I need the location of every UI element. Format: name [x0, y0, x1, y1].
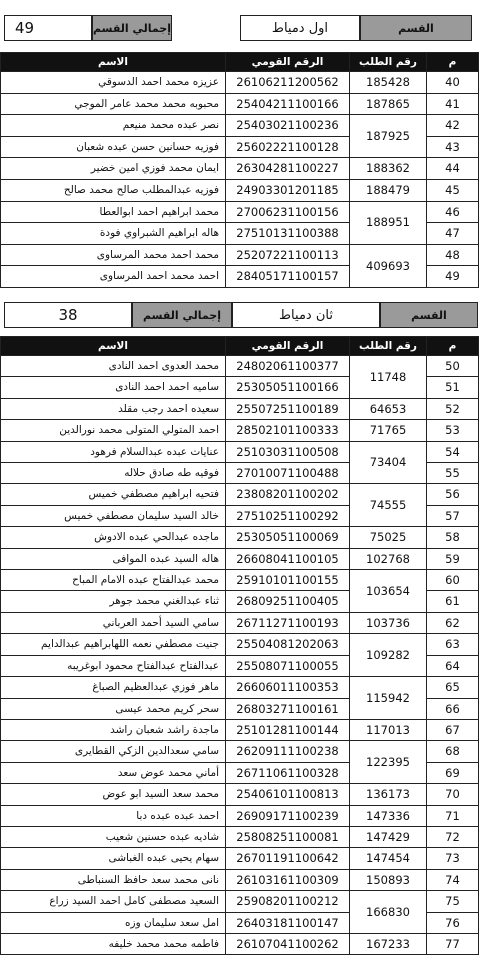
cell-name: فاطمه محمد محمد خليفه [1, 933, 226, 954]
cell-name: فوزيه حسانين حسن عبده شعبان [1, 136, 226, 158]
cell-national-id: 27510251100292 [226, 505, 350, 526]
cell-national-id: 25305051100069 [226, 527, 350, 548]
cell-index: 67 [427, 719, 479, 740]
cell-index: 59 [427, 548, 479, 569]
cell-name: نصر عبده محمد منيعم [1, 115, 226, 137]
cell-index: 69 [427, 762, 479, 783]
cell-name: فوزيه عبدالمطلب صالح محمد صالح [1, 179, 226, 201]
cell-seat-number: 117013 [350, 719, 427, 740]
table-row [1, 441, 479, 462]
cell-index: 68 [427, 741, 479, 762]
cell-seat-number: 147429 [350, 826, 427, 847]
cell-national-id: 27010071100488 [226, 463, 350, 484]
cell-index: 66 [427, 698, 479, 719]
table-row [1, 72, 479, 94]
cell-seat-number: 409693 [350, 244, 427, 287]
cell-national-id: 25910101100155 [226, 570, 350, 591]
cell-national-id: 23808201100202 [226, 484, 350, 505]
cell-name: فتحيه ابراهيم مصطفي خميس [1, 484, 226, 505]
cell-seat-number: 102768 [350, 548, 427, 569]
cell-national-id: 25101281100144 [226, 719, 350, 740]
cell-name: امل سعد سليمان وزه [1, 912, 226, 933]
cell-seat-number: 73404 [350, 441, 427, 484]
cell-index: 64 [427, 655, 479, 676]
table-row [1, 115, 479, 137]
cell-name: محمد عبدالفتاح عبده الامام المباح [1, 570, 226, 591]
col-header-seat: رقم الطلب [350, 337, 427, 356]
cell-national-id: 26403181100147 [226, 912, 350, 933]
cell-national-id: 25508071100055 [226, 655, 350, 676]
cell-index: 55 [427, 463, 479, 484]
cell-name: ماجدة راشد شعبان راشد [1, 719, 226, 740]
cell-national-id: 25207221100113 [226, 244, 350, 266]
cell-national-id: 24903301201185 [226, 179, 350, 201]
cell-national-id: 26209111100238 [226, 741, 350, 762]
col-header-national-id: الرقم القومي [226, 337, 350, 356]
table-row [1, 356, 479, 377]
cell-name: عنايات عبده عبدالسلام فرهود [1, 441, 226, 462]
col-header-index: م [427, 53, 479, 72]
table-row [1, 891, 479, 912]
cell-name: محبوبه محمد محمد عامر الموجي [1, 93, 226, 115]
table-row [1, 848, 479, 869]
cell-index: 40 [427, 72, 479, 94]
section-label: القسم [380, 302, 478, 328]
cell-national-id: 26608041100105 [226, 548, 350, 569]
cell-national-id: 25404211100166 [226, 93, 350, 115]
cell-index: 56 [427, 484, 479, 505]
cell-index: 52 [427, 398, 479, 419]
cell-seat-number: 122395 [350, 741, 427, 784]
table-row [1, 179, 479, 201]
cell-seat-number: 166830 [350, 891, 427, 934]
cell-seat-number: 11748 [350, 356, 427, 399]
cell-index: 61 [427, 591, 479, 612]
cell-seat-number: 115942 [350, 677, 427, 720]
table-row [1, 158, 479, 180]
table-row [1, 570, 479, 591]
col-header-national-id: الرقم القومي [226, 53, 350, 72]
cell-national-id: 26606011100353 [226, 677, 350, 698]
cell-seat-number: 75025 [350, 527, 427, 548]
col-header-index: م [427, 337, 479, 356]
cell-seat-number: 103654 [350, 570, 427, 613]
table-row [1, 869, 479, 890]
cell-index: 65 [427, 677, 479, 698]
cell-name: ماهر فوزي عبدالعظيم الصباغ [1, 677, 226, 698]
cell-name: ثناء عبدالغني محمد جوهر [1, 591, 226, 612]
section-header [0, 15, 483, 43]
cell-seat-number: 187865 [350, 93, 427, 115]
table-row [1, 784, 479, 805]
cell-national-id: 28502101100333 [226, 420, 350, 441]
cell-seat-number: 185428 [350, 72, 427, 94]
results-table [0, 52, 479, 288]
cell-name: هاله السيد عبده الموافى [1, 548, 226, 569]
cell-index: 77 [427, 933, 479, 954]
cell-index: 76 [427, 912, 479, 933]
cell-national-id: 27510131100388 [226, 223, 350, 245]
cell-national-id: 25507251100189 [226, 398, 350, 419]
cell-index: 48 [427, 244, 479, 266]
cell-index: 71 [427, 805, 479, 826]
cell-index: 74 [427, 869, 479, 890]
cell-index: 57 [427, 505, 479, 526]
table-row [1, 741, 479, 762]
cell-seat-number: 150893 [350, 869, 427, 890]
cell-national-id: 26304281100227 [226, 158, 350, 180]
cell-name: ايمان محمد فوزي امين خضير [1, 158, 226, 180]
cell-national-id: 26106211200562 [226, 72, 350, 94]
cell-index: 46 [427, 201, 479, 223]
cell-name: عزيزه محمد احمد الدسوقي [1, 72, 226, 94]
cell-name: نانى محمد سعد حافظ السنباطى [1, 869, 226, 890]
section-total-value: 38 [4, 302, 132, 328]
col-header-name: الاسم [1, 53, 226, 72]
cell-seat-number: 64653 [350, 398, 427, 419]
section-total-value: 49 [4, 15, 92, 41]
cell-name: هاله ابراهيم الشبراوي فودة [1, 223, 226, 245]
table-row [1, 201, 479, 223]
cell-name: جنيت مصطفي نعمه اللهابراهيم عبدالدايم [1, 634, 226, 655]
cell-national-id: 25908201100212 [226, 891, 350, 912]
cell-name: ساميه احمد احمد النادى [1, 377, 226, 398]
cell-national-id: 28405171100157 [226, 266, 350, 288]
cell-seat-number: 188362 [350, 158, 427, 180]
cell-seat-number: 103736 [350, 612, 427, 633]
table-row [1, 677, 479, 698]
cell-index: 63 [427, 634, 479, 655]
cell-index: 53 [427, 420, 479, 441]
cell-national-id: 26107041100262 [226, 933, 350, 954]
section-name: اول دمياط [240, 15, 360, 41]
cell-seat-number: 147454 [350, 848, 427, 869]
cell-index: 75 [427, 891, 479, 912]
cell-national-id: 26909171100239 [226, 805, 350, 826]
cell-national-id: 25103031100508 [226, 441, 350, 462]
cell-index: 50 [427, 356, 479, 377]
cell-name: فوقيه طه صادق حلاله [1, 463, 226, 484]
section-total-label: إجمالي القسم [92, 15, 172, 41]
cell-national-id: 25406101100813 [226, 784, 350, 805]
table-row [1, 527, 479, 548]
cell-name: سحر كريم محمد عيسى [1, 698, 226, 719]
cell-name: سامي السيد أحمد العرباني [1, 612, 226, 633]
cell-index: 73 [427, 848, 479, 869]
cell-name: خالد السيد سليمان مصطفي خميس [1, 505, 226, 526]
cell-national-id: 26809251100405 [226, 591, 350, 612]
table-row [1, 805, 479, 826]
cell-name: السعيد مصطفى كامل احمد السيد زراع [1, 891, 226, 912]
cell-national-id: 26803271100161 [226, 698, 350, 719]
section-total-label: إجمالي القسم [132, 302, 232, 328]
cell-seat-number: 188479 [350, 179, 427, 201]
cell-name: محمد احمد محمد المرساوى [1, 244, 226, 266]
table-row [1, 612, 479, 633]
cell-name: أماني محمد عوض سعد [1, 762, 226, 783]
cell-name: شاديه عبده حسنين شعيب [1, 826, 226, 847]
cell-index: 49 [427, 266, 479, 288]
table-row [1, 933, 479, 954]
cell-index: 41 [427, 93, 479, 115]
section-name: ثان دمياط [232, 302, 380, 328]
col-header-seat: رقم الطلب [350, 53, 427, 72]
cell-name: احمد عبده عبده دبا [1, 805, 226, 826]
cell-index: 72 [427, 826, 479, 847]
cell-name: سعيده احمد رجب مقلد [1, 398, 226, 419]
col-header-name: الاسم [1, 337, 226, 356]
cell-seat-number: 188951 [350, 201, 427, 244]
cell-name: محمد سعد السيد ابو عوض [1, 784, 226, 805]
cell-seat-number: 187925 [350, 115, 427, 158]
cell-seat-number: 167233 [350, 933, 427, 954]
table-row [1, 244, 479, 266]
cell-index: 62 [427, 612, 479, 633]
cell-national-id: 25403021100236 [226, 115, 350, 137]
cell-name: محمد العدوى احمد النادى [1, 356, 226, 377]
cell-index: 45 [427, 179, 479, 201]
cell-national-id: 25808251100081 [226, 826, 350, 847]
section-label: القسم [360, 15, 472, 41]
cell-index: 44 [427, 158, 479, 180]
cell-index: 58 [427, 527, 479, 548]
cell-name: احمد محمد احمد المرساوى [1, 266, 226, 288]
table-row [1, 420, 479, 441]
cell-index: 54 [427, 441, 479, 462]
cell-name: سامي سعدالدين الزكي القطايرى [1, 741, 226, 762]
cell-index: 47 [427, 223, 479, 245]
section-header [0, 302, 483, 330]
table-row [1, 484, 479, 505]
cell-national-id: 26711271100193 [226, 612, 350, 633]
results-table [0, 336, 479, 955]
cell-name: محمد ابراهيم احمد ابوالعطا [1, 201, 226, 223]
cell-name: احمد المتولي المتولى محمد نورالدين [1, 420, 226, 441]
cell-national-id: 26103161100309 [226, 869, 350, 890]
table-row [1, 719, 479, 740]
cell-national-id: 25602221100128 [226, 136, 350, 158]
cell-seat-number: 147336 [350, 805, 427, 826]
cell-name: عبدالفتاح عبدالفتاح محمود ابوغريبه [1, 655, 226, 676]
cell-national-id: 26711061100328 [226, 762, 350, 783]
table-row [1, 826, 479, 847]
cell-seat-number: 109282 [350, 634, 427, 677]
cell-index: 60 [427, 570, 479, 591]
cell-seat-number: 136173 [350, 784, 427, 805]
cell-national-id: 25305051100166 [226, 377, 350, 398]
cell-index: 43 [427, 136, 479, 158]
cell-national-id: 25504081202063 [226, 634, 350, 655]
cell-national-id: 27006231100156 [226, 201, 350, 223]
table-row [1, 398, 479, 419]
cell-national-id: 24802061100377 [226, 356, 350, 377]
cell-name: سهام يحيى عبده الغباشى [1, 848, 226, 869]
table-row [1, 548, 479, 569]
cell-seat-number: 71765 [350, 420, 427, 441]
cell-national-id: 26701191100642 [226, 848, 350, 869]
cell-seat-number: 74555 [350, 484, 427, 527]
table-row [1, 93, 479, 115]
cell-index: 51 [427, 377, 479, 398]
cell-index: 70 [427, 784, 479, 805]
table-row [1, 634, 479, 655]
cell-index: 42 [427, 115, 479, 137]
cell-name: ماجده عبدالحي عبده الادوش [1, 527, 226, 548]
